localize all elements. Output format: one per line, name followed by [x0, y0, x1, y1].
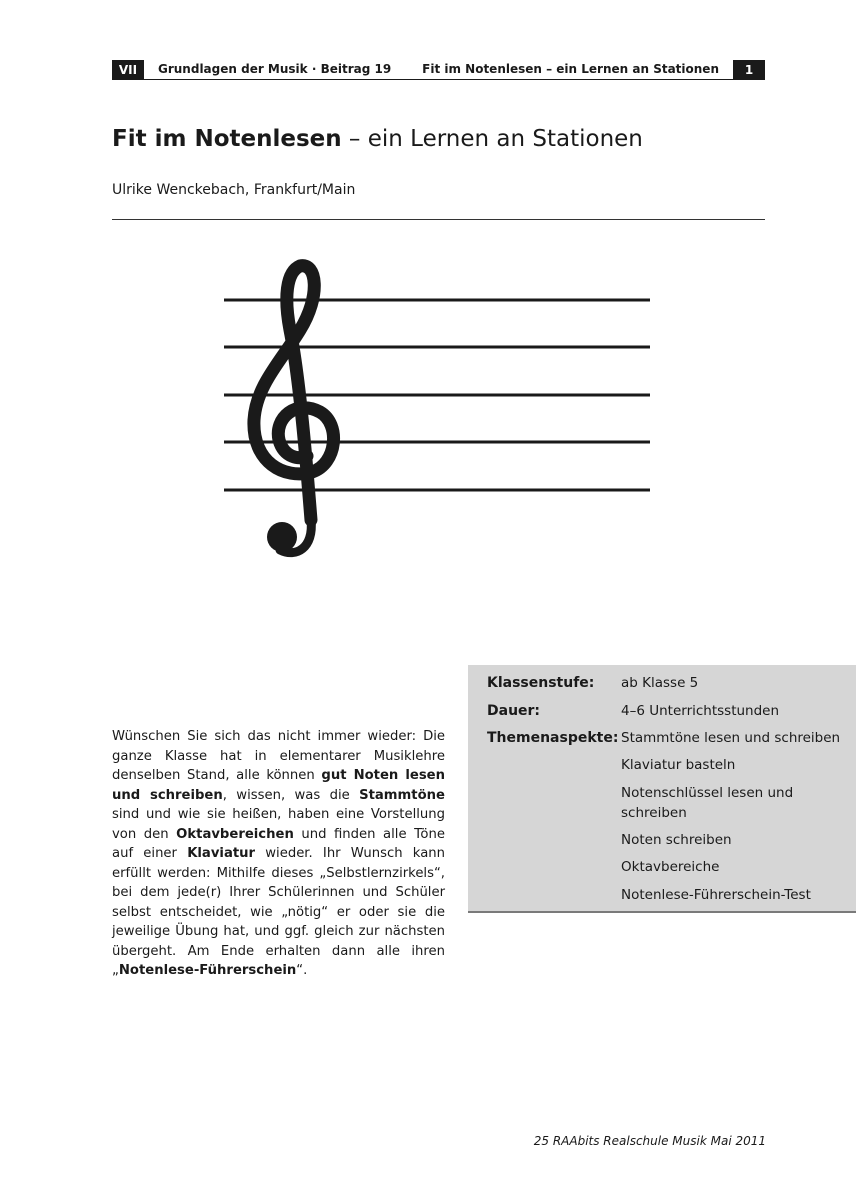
- intro-bold-fuehrerschein: Notenlese-Führerschein: [118, 963, 297, 978]
- footer-source: 25 RAAbits Realschule Musik Mai 2011: [533, 1134, 766, 1148]
- klassenstufe-value: ab Klasse 5: [621, 675, 699, 691]
- themen-item: Klaviatur basteln: [621, 757, 736, 773]
- klassenstufe-label: Klassenstufe:: [487, 675, 595, 691]
- themen-item: Notenlese-Führerschein-Test: [621, 887, 811, 903]
- intro-text: und finden alle Töne auf einer: [112, 826, 445, 861]
- intro-text: sind und wie sie heißen, haben eine Vorstellung von den: [112, 807, 445, 842]
- info-box-bottom-rule: [468, 911, 856, 913]
- intro-text: Wünschen Sie sich das nicht immer wieder: Die ganze Klasse hat in elementarer Musiklehre denselben Stand, alle können: [112, 729, 445, 783]
- themen-item: Notenschlüssel lesen und: [621, 785, 794, 801]
- intro-text: “.: [296, 963, 308, 978]
- themen-item: Noten schreiben: [621, 832, 732, 848]
- intro-bold-oktavbereiche: Oktavbereichen: [176, 826, 294, 842]
- intro-text: , wissen, was die: [222, 787, 360, 803]
- title-main: Fit im Notenlesen: [112, 126, 342, 152]
- dauer-label: Dauer:: [487, 703, 541, 719]
- author-line: Ulrike Wenckebach, Frankfurt/Main: [112, 182, 356, 198]
- themenaspekte-label: Themenaspekte:: [487, 730, 619, 746]
- intro-bold-stammtoene: Stammtöne: [359, 787, 445, 803]
- title-subtitle: – ein Lernen an Stationen: [341, 126, 643, 152]
- intro-text: wieder. Ihr Wunsch kann erfüllt werden: Mithilfe dieses „Selbstlernzirkels“, bei dem jede(r) Ihrer Schülerinnen und Schüler selbst entscheidet, wie „nötig“ er oder sie die jeweilige Übung hat, und ggf. gleich zur nächsten übergeht. Am Ende erhalten dann alle ihren „: [112, 846, 445, 978]
- intro-paragraph: [112, 727, 445, 981]
- intro-bold-noten: gut Noten lesen und schreiben: [112, 768, 446, 803]
- treble-clef-dot: [267, 522, 297, 552]
- themen-item: Stammtöne lesen und schreiben: [621, 730, 841, 746]
- dauer-value: 4–6 Unterrichtsstunden: [621, 703, 780, 719]
- series-title: Grundlagen der Musik · Beitrag 19: [158, 62, 392, 76]
- themen-item: schreiben: [621, 805, 687, 821]
- treble-clef-icon: [254, 266, 334, 553]
- article-running-title: Fit im Notenlesen – ein Lernen an Stationen: [422, 62, 719, 76]
- themen-item: Oktavbereiche: [621, 859, 720, 875]
- page-number-badge: 1: [733, 60, 765, 79]
- intro-bold-klaviatur: Klaviatur: [187, 846, 256, 861]
- section-badge: VII: [112, 60, 144, 79]
